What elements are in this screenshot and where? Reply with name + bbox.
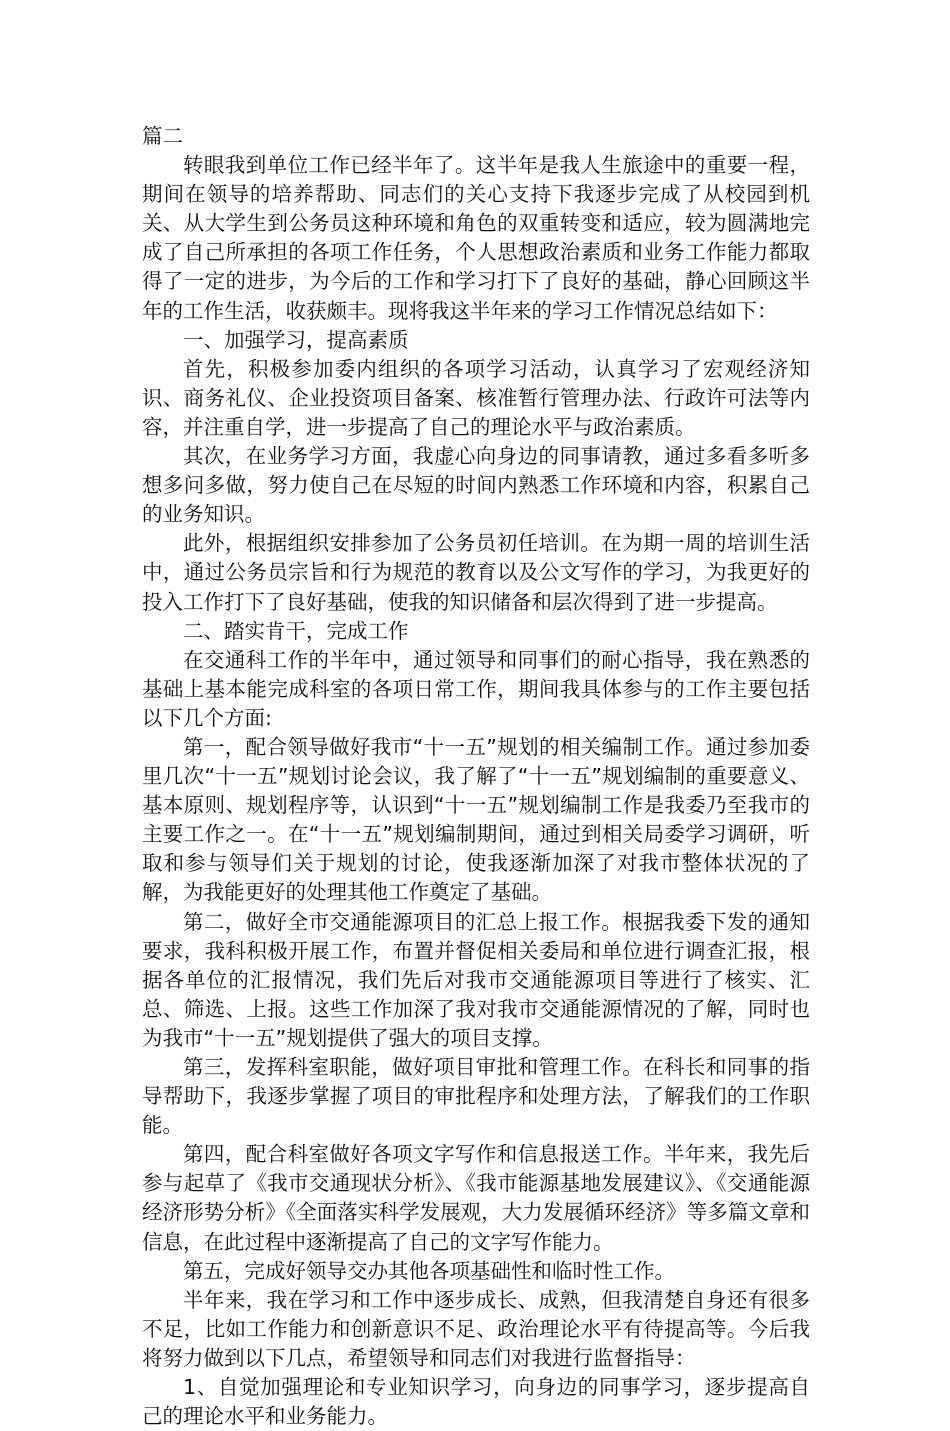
paragraph-item-3: 第三，发挥科室职能，做好项目审批和管理工作。在科长和同事的指导帮助下，我逐步掌握了项目的审批程序和处理方法，了解我们的工作职能。 (142, 1055, 810, 1138)
paragraph-item-5: 第五，完成好领导交办其他各项基础性和临时性工作。 (183, 1258, 675, 1283)
paragraph-item-1: 第一，配合领导做好我市“十一五”规划的相关编制工作。通过参加委里几次“十一五”规划讨论会议，我了解了“十一五”规划编制的重要意义、基本原则、规划程序等，认识到“十一五”规划编制工作是我委乃至我市的主要工作之一。在“十一五”规划编制期间，通过到相关局委学习调研，听取和参与领导们关于规划的讨论，使我逐渐加深了对我市整体状况的了解，为我能更好的处理其他工作奠定了基础。 (142, 734, 810, 905)
document-body (142, 122, 810, 1431)
paragraph-work-intro: 在交通科工作的半年中，通过领导和同事们的耐心指导，我在熟悉的基础上基本能完成科室的各项日常工作，期间我具体参与的工作主要包括以下几个方面: (142, 647, 810, 730)
paragraph-item-2: 第二，做好全市交通能源项目的汇总上报工作。根据我委下发的通知要求，我科积极开展工作，布置并督促相关委局和单位进行调查汇报，根据各单位的汇报情况，我们先后对我市交通能源项目等进行了核实、汇总、筛选、上报。这些工作加深了我对我市交通能源情况的了解，同时也为我市“十一五”规划提供了强大的项目支撑。 (142, 909, 810, 1050)
paragraph-plan-1: 1、自觉加强理论和专业知识学习，向身边的同事学习，逐步提高自己的理论水平和业务能力。 (142, 1375, 810, 1429)
document-title: 篇二 (142, 124, 183, 148)
paragraph-first: 首先，积极参加委内组织的各项学习活动，认真学习了宏观经济知识、商务礼仪、企业投资项目备案、核准暂行管理办法、行政许可法等内容，并注重自学，进一步提高了自己的理论水平与政治素质。 (142, 356, 810, 439)
section-heading-study: 一、加强学习，提高素质 (183, 327, 409, 352)
section-heading-work: 二、踏实肯干，完成工作 (183, 618, 409, 643)
paragraph-intro: 转眼我到单位工作已经半年了。这半年是我人生旅途中的重要一程，期间在领导的培养帮助、同志们的关心支持下我逐步完成了从校园到机关、从大学生到公务员这种环境和角色的双重转变和适应，较为圆满地完成了自己所承担的各项工作任务，个人思想政治素质和业务工作能力都取得了一定的进步，为今后的工作和学习打下了良好的基础，静心回顾这半年的工作生活，收获颇丰。现将我这半年来的学习工作情况总结如下： (142, 153, 810, 323)
paragraph-additionally: 此外，根据组织安排参加了公务员初任培训。在为期一周的培训生活中，通过公务员宗旨和行为规范的教育以及公文写作的学习，为我更好的投入工作打下了良好基础，使我的知识储备和层次得到了进一步提高。 (142, 531, 810, 614)
paragraph-second: 其次，在业务学习方面，我虚心向身边的同事请教，通过多看多听多想多问多做，努力使自己在尽短的时间内熟悉工作环境和内容，积累自己的业务知识。 (142, 444, 810, 527)
paragraph-item-4: 第四，配合科室做好各项文字写作和信息报送工作。半年来，我先后参与起草了《我市交通现状分析》、《我市能源基地发展建议》、《交通能源经济形势分析》《全面落实科学发展观，大力发展循环经济》等多篇文章和信息，在此过程中逐渐提高了自己的文字写作能力。 (142, 1142, 810, 1254)
paragraph-summary: 半年来，我在学习和工作中逐步成长、成熟，但我清楚自身还有很多不足，比如工作能力和创新意识不足、政治理论水平有待提高等。今后我将努力做到以下几点，希望领导和同志们对我进行监督指导： (142, 1287, 810, 1370)
